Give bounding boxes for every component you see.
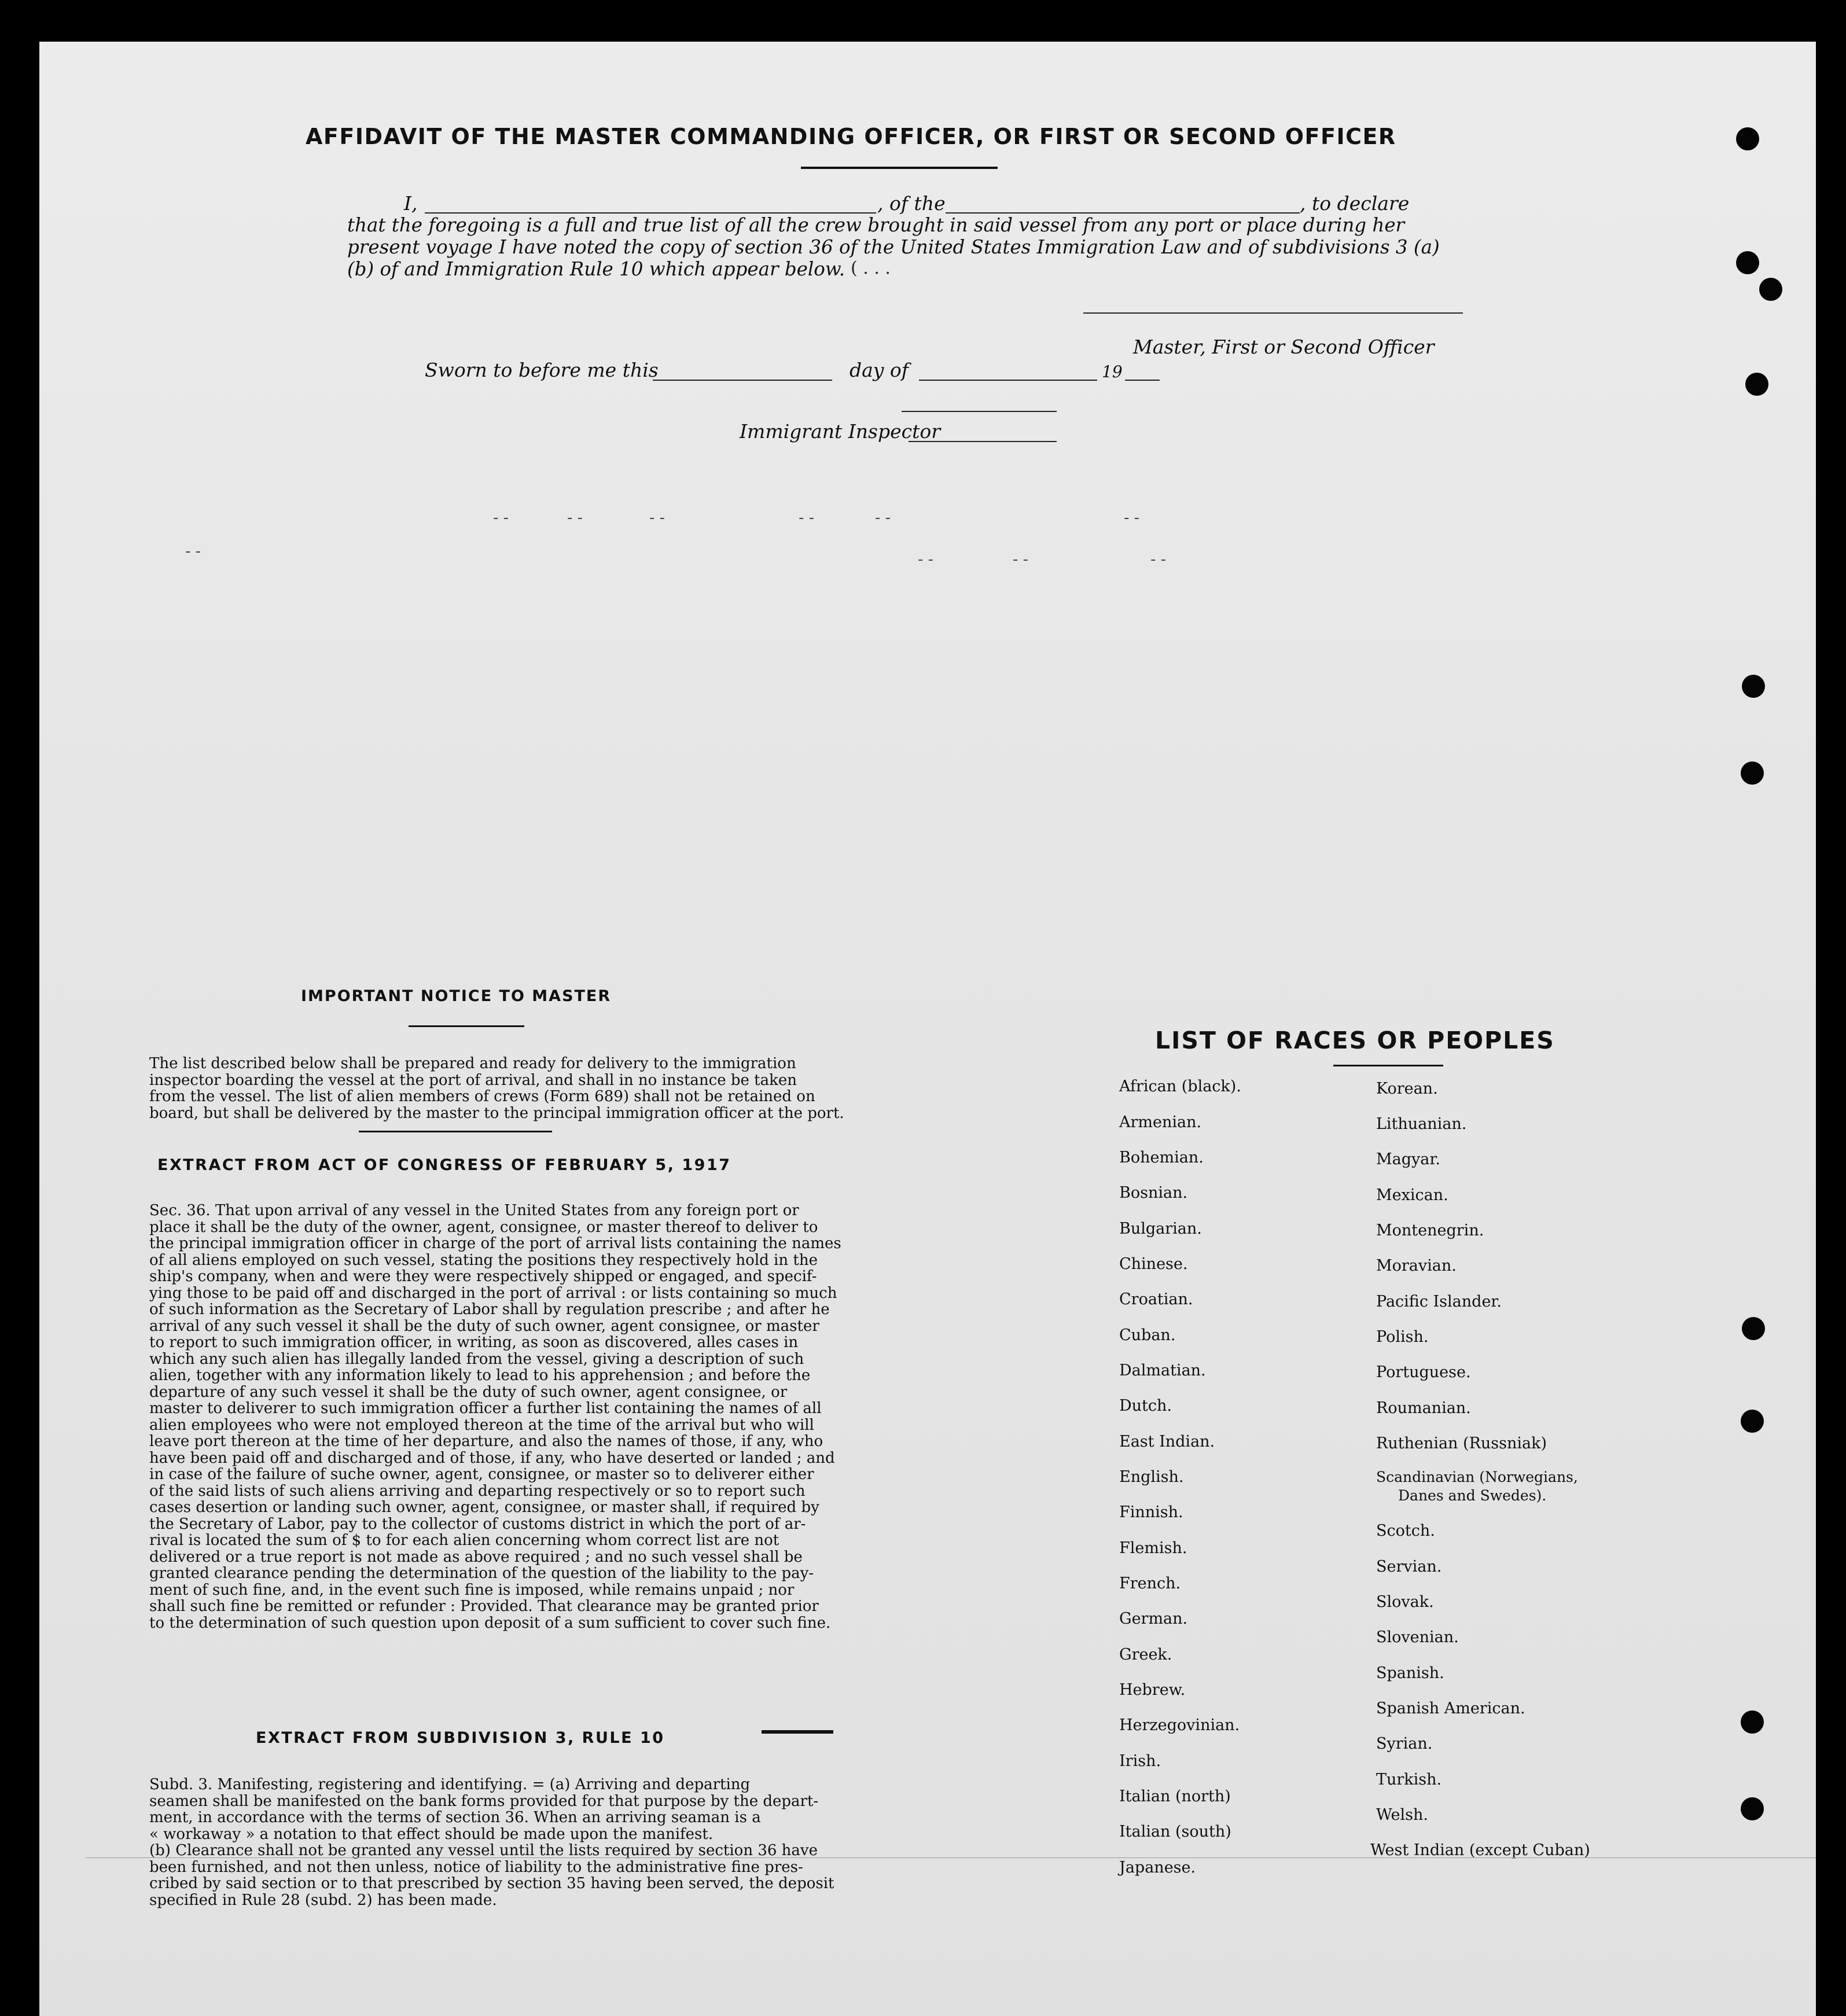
- notice-title: IMPORTANT NOTICE TO MASTER: [301, 987, 612, 1005]
- extract-act-line: of such information as the Secretary of Labor shall by regulation prescribe ; and after he: [149, 1301, 830, 1318]
- punch-hole-icon: [1759, 278, 1782, 301]
- faint-dash: - -: [493, 509, 509, 527]
- race-item: Pacific Islander.: [1376, 1293, 1502, 1311]
- faint-dash: - -: [918, 551, 934, 568]
- extract-act-title: EXTRACT FROM ACT OF CONGRESS OF FEBRUARY 5, 1917: [157, 1156, 731, 1174]
- race-item: Montenegrin.: [1376, 1222, 1484, 1239]
- notice-line: The list described below shall be prepared and ready for delivery to the immigration: [149, 1055, 796, 1072]
- faint-dash: - -: [185, 543, 201, 560]
- race-item: Magyar.: [1376, 1150, 1440, 1168]
- sworn-year-line: [1125, 380, 1160, 381]
- extract-act-line: cases desertion or landing such owner, agent, consignee, or master shall, if required by: [149, 1499, 819, 1516]
- extract-rule-mark: [762, 1730, 833, 1734]
- year-prefix: 19: [1102, 362, 1123, 381]
- race-item: Scandinavian (Norwegians,: [1376, 1469, 1578, 1485]
- race-item: Slovenian.: [1376, 1628, 1459, 1646]
- race-item: French.: [1119, 1574, 1181, 1592]
- extract-rule-title: EXTRACT FROM SUBDIVISION 3, RULE 10: [256, 1729, 665, 1747]
- extract-act-line: alien employees who were not employed thereon at the time of the arrival but who will: [149, 1416, 814, 1434]
- affidavit-vessel-line: [946, 212, 1300, 214]
- affidavit-body-line-3: (b) of and Immigration Rule 10 which appear below.: [347, 258, 845, 280]
- race-item: Dutch.: [1119, 1397, 1172, 1415]
- punch-hole-icon: [1741, 1710, 1764, 1734]
- extract-rule-line: specified in Rule 28 (subd. 2) has been made.: [149, 1891, 497, 1909]
- affidavit-title: AFFIDAVIT OF THE MASTER COMMANDING OFFICER, OR FIRST OR SECOND OFFICER: [306, 124, 1396, 149]
- extract-act-line: the principal immigration officer in charge of the port of arrival lists containing the names: [149, 1235, 841, 1252]
- affidavit-body-line-3-tail: ( . . .: [851, 258, 891, 278]
- notice-text: [149, 1055, 850, 1121]
- race-item: Japanese.: [1119, 1859, 1196, 1877]
- extract-act-line: granted clearance pending the determination of the question of the liability to the pay-: [149, 1565, 814, 1582]
- faint-dash: - -: [875, 509, 891, 527]
- extract-act-line: ship's company, when and were they were respectively shipped or engaged, and specif-: [149, 1268, 817, 1285]
- faint-dash: - -: [1013, 551, 1029, 568]
- inspector-label: Immigrant Inspector: [740, 420, 941, 443]
- race-item: Ruthenian (Russniak): [1376, 1434, 1547, 1452]
- extract-act-line: the Secretary of Labor, pay to the collector of customs district in which the port of ar-: [149, 1515, 806, 1533]
- extract-act-line: delivered or a true report is not made as above required ; and no such vessel shall be: [149, 1548, 803, 1566]
- race-item: West Indian (except Cuban): [1370, 1841, 1590, 1859]
- extract-act-text: [149, 1202, 850, 1631]
- race-item: Hebrew.: [1119, 1681, 1186, 1699]
- signature-line: [1083, 312, 1463, 314]
- race-item: Cuban.: [1119, 1326, 1176, 1344]
- extract-rule-line: cribed by said section or to that prescribed by section 35 having been served, the deposit: [149, 1875, 834, 1892]
- extract-act-line: departure of any such vessel it shall be the duty of such owner, agent consignee, or: [149, 1383, 788, 1401]
- bottom-border-line: [86, 1857, 1816, 1858]
- notice-title-underline: [409, 1025, 524, 1027]
- extract-act-line: place it shall be the duty of the owner, agent, consignee, or master thereof to deliver to: [149, 1218, 818, 1236]
- punch-hole-icon: [1741, 761, 1764, 785]
- affidavit-body-line-2: present voyage I have noted the copy of section 36 of the United States Immigration Law and of subdivisions 3 (a): [347, 236, 1440, 258]
- extract-act-line: alien, together with any information likely to lead to his apprehension ; and before the: [149, 1367, 811, 1384]
- race-item: Spanish.: [1376, 1664, 1444, 1682]
- race-item: Moravian.: [1376, 1257, 1457, 1275]
- race-item: Portuguese.: [1376, 1363, 1471, 1381]
- extract-act-line: to the determination of such question upon deposit of a sum sufficient to cover such fine.: [149, 1614, 831, 1632]
- race-item: Chinese.: [1119, 1255, 1188, 1273]
- race-item: English.: [1119, 1468, 1184, 1486]
- faint-dash: - -: [649, 509, 665, 527]
- extract-act-line: have been paid off and discharged and of those, if any, who have deserted or landed ; and: [149, 1449, 835, 1467]
- extract-act-line: Sec. 36. That upon arrival of any vessel in the United States from any foreign port or: [149, 1202, 799, 1219]
- race-item: Bulgarian.: [1119, 1220, 1202, 1238]
- race-item: Bosnian.: [1119, 1184, 1188, 1202]
- punch-hole-icon: [1741, 1797, 1764, 1820]
- punch-hole-icon: [1741, 1410, 1764, 1433]
- extract-act-line: master to deliverer to such immigration officer a further list containing the names of all: [149, 1400, 822, 1417]
- extract-act-line: ying those to be paid off and discharged in the port of arrival : or lists containing so much: [149, 1284, 837, 1302]
- race-item: Spanish American.: [1376, 1699, 1525, 1717]
- race-item: Flemish.: [1119, 1539, 1187, 1557]
- punch-hole-icon: [1742, 675, 1765, 698]
- races-title-underline: [1333, 1065, 1443, 1066]
- extract-act-line: arrival of any such vessel it shall be the duty of such owner, agent consignee, or master: [149, 1317, 819, 1335]
- affidavit-title-underline: [801, 167, 998, 169]
- extract-rule-line: (b) Clearance shall not be granted any vessel until the lists required by section 36 have: [149, 1842, 818, 1859]
- affidavit-i-label: I,: [404, 192, 418, 215]
- extract-act-line: to report to such immigration officer, in writing, as soon as discovered, alles cases in: [149, 1334, 799, 1351]
- race-item: Mexican.: [1376, 1186, 1448, 1204]
- race-item: Roumanian.: [1376, 1399, 1471, 1417]
- races-title: LIST OF RACES OR PEOPLES: [1155, 1027, 1555, 1054]
- extract-act-line: shall such fine be remitted or refunder : Provided. That clearance may be granted prior: [149, 1598, 819, 1615]
- race-item: Servian.: [1376, 1558, 1442, 1576]
- inspector-line: [909, 441, 1057, 442]
- race-item: Finnish.: [1119, 1503, 1183, 1521]
- inspector-signature-line: [902, 411, 1057, 412]
- race-item: Croatian.: [1119, 1290, 1193, 1308]
- notice-divider: [359, 1131, 552, 1132]
- faint-dash: - -: [1124, 509, 1140, 527]
- race-item: Irish.: [1119, 1752, 1161, 1770]
- extract-act-line: leave port thereon at the time of her departure, and also the names of those, if any, who: [149, 1433, 823, 1450]
- extract-rule-line: seamen shall be manifested on the bank forms provided for that purpose by the depart-: [149, 1792, 819, 1810]
- sworn-label: Sworn to before me this: [425, 359, 659, 381]
- faint-dash: - -: [799, 509, 815, 527]
- race-item: Danes and Swedes).: [1398, 1487, 1547, 1504]
- race-item: Slovak.: [1376, 1593, 1434, 1611]
- race-item: German.: [1119, 1610, 1188, 1628]
- punch-hole-icon: [1745, 373, 1768, 396]
- affidavit-of-the-label: , of the: [877, 192, 946, 215]
- affidavit-to-declare-label: , to declare: [1300, 192, 1410, 215]
- extract-act-line: ment of such fine, and, in the event such fine is imposed, while remains unpaid ; nor: [149, 1581, 795, 1599]
- extract-rule-line: « workaway » a notation to that effect should be made upon the manifest.: [149, 1825, 714, 1843]
- race-item: Dalmatian.: [1119, 1362, 1206, 1379]
- extract-act-line: rival is located the sum of $ to for each alien concerning whom correct list are not: [149, 1532, 779, 1549]
- race-item: Italian (south): [1119, 1823, 1231, 1841]
- race-item: Armenian.: [1119, 1113, 1202, 1131]
- extract-rule-text: [149, 1776, 850, 1908]
- race-item: Greek.: [1119, 1646, 1172, 1664]
- extract-act-line: which any such alien has illegally landed from the vessel, giving a description of such: [149, 1350, 804, 1368]
- notice-line: board, but shall be delivered by the master to the principal immigration officer at the port.: [149, 1104, 844, 1122]
- extract-rule-line: Subd. 3. Manifesting, registering and identifying. = (a) Arriving and departing: [149, 1776, 751, 1793]
- race-item: Bohemian.: [1119, 1149, 1204, 1167]
- race-item: Scotch.: [1376, 1522, 1435, 1540]
- race-item: Lithuanian.: [1376, 1115, 1467, 1133]
- race-item: East Indian.: [1119, 1433, 1215, 1451]
- extract-act-line: in case of the failure of suche owner, agent, consignee, or master so to deliverer either: [149, 1466, 814, 1483]
- affidavit-name-line: [425, 212, 876, 214]
- faint-dash: - -: [567, 509, 583, 527]
- race-item: Herzegovinian.: [1119, 1716, 1240, 1734]
- sworn-day-line: [653, 380, 832, 381]
- punch-hole-icon: [1736, 127, 1759, 150]
- punch-hole-icon: [1736, 251, 1759, 274]
- punch-hole-icon: [1742, 1317, 1765, 1340]
- extract-rule-line: been furnished, and not then unless, notice of liability to the administrative fine pres-: [149, 1858, 803, 1876]
- race-item: African (black).: [1119, 1077, 1241, 1095]
- affidavit-body-line-1: that the foregoing is a full and true list of all the crew brought in said vessel from any port or place during her: [347, 214, 1405, 236]
- document-page: [39, 42, 1816, 2016]
- faint-dash: - -: [1150, 551, 1167, 568]
- signature-label: Master, First or Second Officer: [1133, 336, 1435, 358]
- race-item: Polish.: [1376, 1328, 1429, 1346]
- extract-act-line: of all aliens employed on such vessel, stating the positions they respectively hold in the: [149, 1251, 818, 1269]
- race-item: Italian (north): [1119, 1787, 1231, 1805]
- extract-act-line: of the said lists of such aliens arriving and departing respectively or so to report such: [149, 1482, 806, 1500]
- race-item: Syrian.: [1376, 1735, 1433, 1753]
- notice-line: inspector boarding the vessel at the port of arrival, and shall in no instance be taken: [149, 1071, 797, 1089]
- race-item: Turkish.: [1376, 1771, 1442, 1789]
- race-item: Korean.: [1376, 1080, 1438, 1098]
- race-item: Welsh.: [1376, 1806, 1428, 1824]
- day-of-label: day of: [850, 359, 909, 381]
- extract-rule-line: ment, in accordance with the terms of section 36. When an arriving seaman is a: [149, 1809, 761, 1826]
- sworn-month-line: [919, 380, 1097, 381]
- notice-line: from the vessel. The list of alien members of crews (Form 689) shall not be retained on: [149, 1088, 815, 1105]
